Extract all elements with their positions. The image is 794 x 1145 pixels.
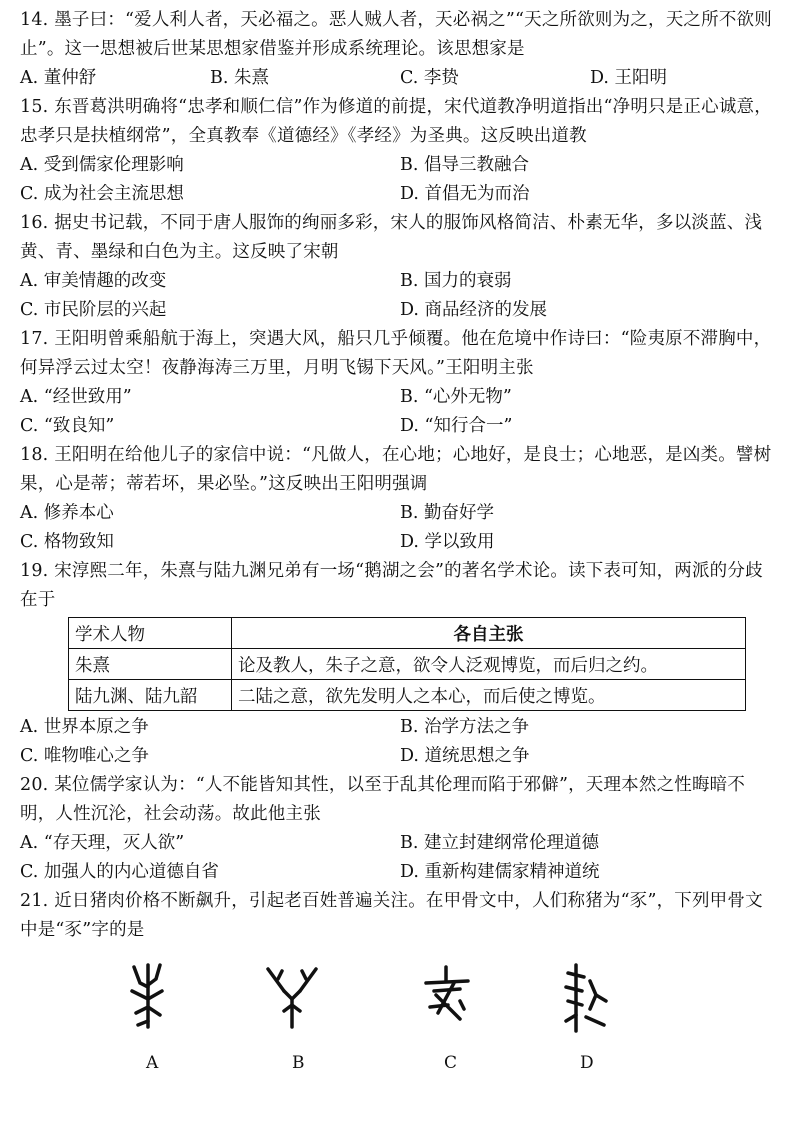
option-a: A. 修养本心 xyxy=(20,503,114,523)
option-a: A. “经世致用” xyxy=(20,387,132,407)
question-16 xyxy=(20,209,780,325)
option-a: A. 董仲舒 xyxy=(20,68,97,88)
comparison-table xyxy=(68,617,746,711)
option-b: B. 建立封建纲常伦理道德 xyxy=(400,833,599,853)
options-grid xyxy=(20,829,780,887)
oracle-glyph-b-icon xyxy=(264,961,320,1031)
option-d: D. 重新构建儒家精神道统 xyxy=(400,862,600,882)
question-stem: 20. 某位儒学家认为：“人不能皆知其性，以至于乱其伦理而陷于邪僻”，天理本然之性晦暗不明，人性沉沦，社会动荡。故此他主张 xyxy=(20,775,746,824)
option-b: B. 国力的衰弱 xyxy=(400,271,512,291)
oracle-glyph-d-icon xyxy=(556,961,610,1035)
options-row xyxy=(20,64,780,93)
glyph-label-b: B xyxy=(292,1053,305,1073)
question-19 xyxy=(20,557,780,771)
option-a: A. 审美情趣的改变 xyxy=(20,271,167,291)
option-d: D. 王阳明 xyxy=(590,68,668,88)
option-d: D. 道统思想之争 xyxy=(400,746,530,766)
option-c: C. 唯物唯心之争 xyxy=(20,746,149,766)
option-c: C. “致良知” xyxy=(20,416,115,436)
option-b: B. “心外无物” xyxy=(400,387,512,407)
table-cell: 二陆之意，欲先发明人之本心，而后使之博览。 xyxy=(232,680,746,711)
option-c: C. 李贽 xyxy=(400,68,459,88)
table-row xyxy=(69,649,746,680)
glyph-label-c: C xyxy=(444,1053,458,1073)
question-14 xyxy=(20,6,780,93)
oracle-glyph-a-icon xyxy=(124,961,174,1031)
options-grid xyxy=(20,499,780,557)
table-cell: 朱熹 xyxy=(69,649,232,680)
option-b: B. 倡导三教融合 xyxy=(400,155,529,175)
options-grid xyxy=(20,713,780,771)
question-15 xyxy=(20,93,780,209)
question-stem: 18. 王阳明在给他儿子的家信中说：“凡做人，在心地；心地好，是良士；心地恶，是凶类。譬树果，心是蒂；蒂若坏，果必坠。”这反映出王阳明强调 xyxy=(20,445,772,494)
option-d: D. 首倡无为而治 xyxy=(400,184,530,204)
option-b: B. 治学方法之争 xyxy=(400,717,529,737)
question-21 xyxy=(20,887,780,1145)
table-cell: 陆九渊、陆九韶 xyxy=(69,680,232,711)
table-header-cell: 学术人物 xyxy=(69,618,232,649)
option-c: C. 加强人的内心道德自省 xyxy=(20,862,219,882)
options-grid xyxy=(20,267,780,325)
question-stem: 21. 近日猪肉价格不断飙升，引起老百姓普遍关注。在甲骨文中，人们称猪为“豕”，下列甲骨文中是“豕”字的是 xyxy=(20,891,763,940)
oracle-glyph-c-icon xyxy=(420,961,474,1031)
question-20 xyxy=(20,771,780,887)
oracle-bone-glyphs xyxy=(20,945,780,1145)
option-d: D. 商品经济的发展 xyxy=(400,300,548,320)
option-a: A. 受到儒家伦理影响 xyxy=(20,155,184,175)
table-cell: 论及教人，朱子之意，欲令人泛观博览，而后归之约。 xyxy=(232,649,746,680)
glyph-label-d: D xyxy=(580,1053,594,1073)
options-grid xyxy=(20,383,780,441)
option-b: B. 朱熹 xyxy=(210,68,269,88)
table-header-cell: 各自主张 xyxy=(232,618,746,649)
table-row xyxy=(69,680,746,711)
options-grid xyxy=(20,151,780,209)
option-c: C. 市民阶层的兴起 xyxy=(20,300,167,320)
option-d: D. 学以致用 xyxy=(400,532,495,552)
question-stem: 17. 王阳明曾乘船航于海上，突遇大风，船只几乎倾覆。他在危境中作诗曰：“险夷原不滞胸中，何异浮云过太空！夜静海涛三万里，月明飞锡下天风。”王阳明主张 xyxy=(20,329,772,378)
option-b: B. 勤奋好学 xyxy=(400,503,494,523)
question-18 xyxy=(20,441,780,557)
option-c: C. 成为社会主流思想 xyxy=(20,184,184,204)
table-header-row xyxy=(69,618,746,649)
option-a: A. 世界本原之争 xyxy=(20,717,149,737)
question-stem: 19. 宋淳熙二年，朱熹与陆九渊兄弟有一场“鹅湖之会”的著名学术论。读下表可知，两派的分歧在于 xyxy=(20,561,763,610)
question-stem: 15. 东晋葛洪明确将“忠孝和顺仁信”作为修道的前提，宋代道教净明道指出“净明只是正心诚意，忠孝只是扶植纲常”，全真教奉《道德经》《孝经》为圣典。这反映出道教 xyxy=(20,97,772,146)
glyph-label-a: A xyxy=(146,1053,159,1073)
option-d: D. “知行合一” xyxy=(400,416,513,436)
option-c: C. 格物致知 xyxy=(20,532,114,552)
question-stem: 16. 据史书记载，不同于唐人服饰的绚丽多彩，宋人的服饰风格简洁、朴素无华，多以淡蓝、浅黄、青、墨绿和白色为主。这反映了宋朝 xyxy=(20,213,763,262)
option-a: A. “存天理，灭人欲” xyxy=(20,833,185,853)
question-stem: 14. 墨子曰：“爱人利人者，天必福之。恶人贼人者，天必祸之”“天之所欲则为之，天之所不欲则止”。这一思想被后世某思想家借鉴并形成系统理论。该思想家是 xyxy=(20,10,772,59)
question-17 xyxy=(20,325,780,441)
